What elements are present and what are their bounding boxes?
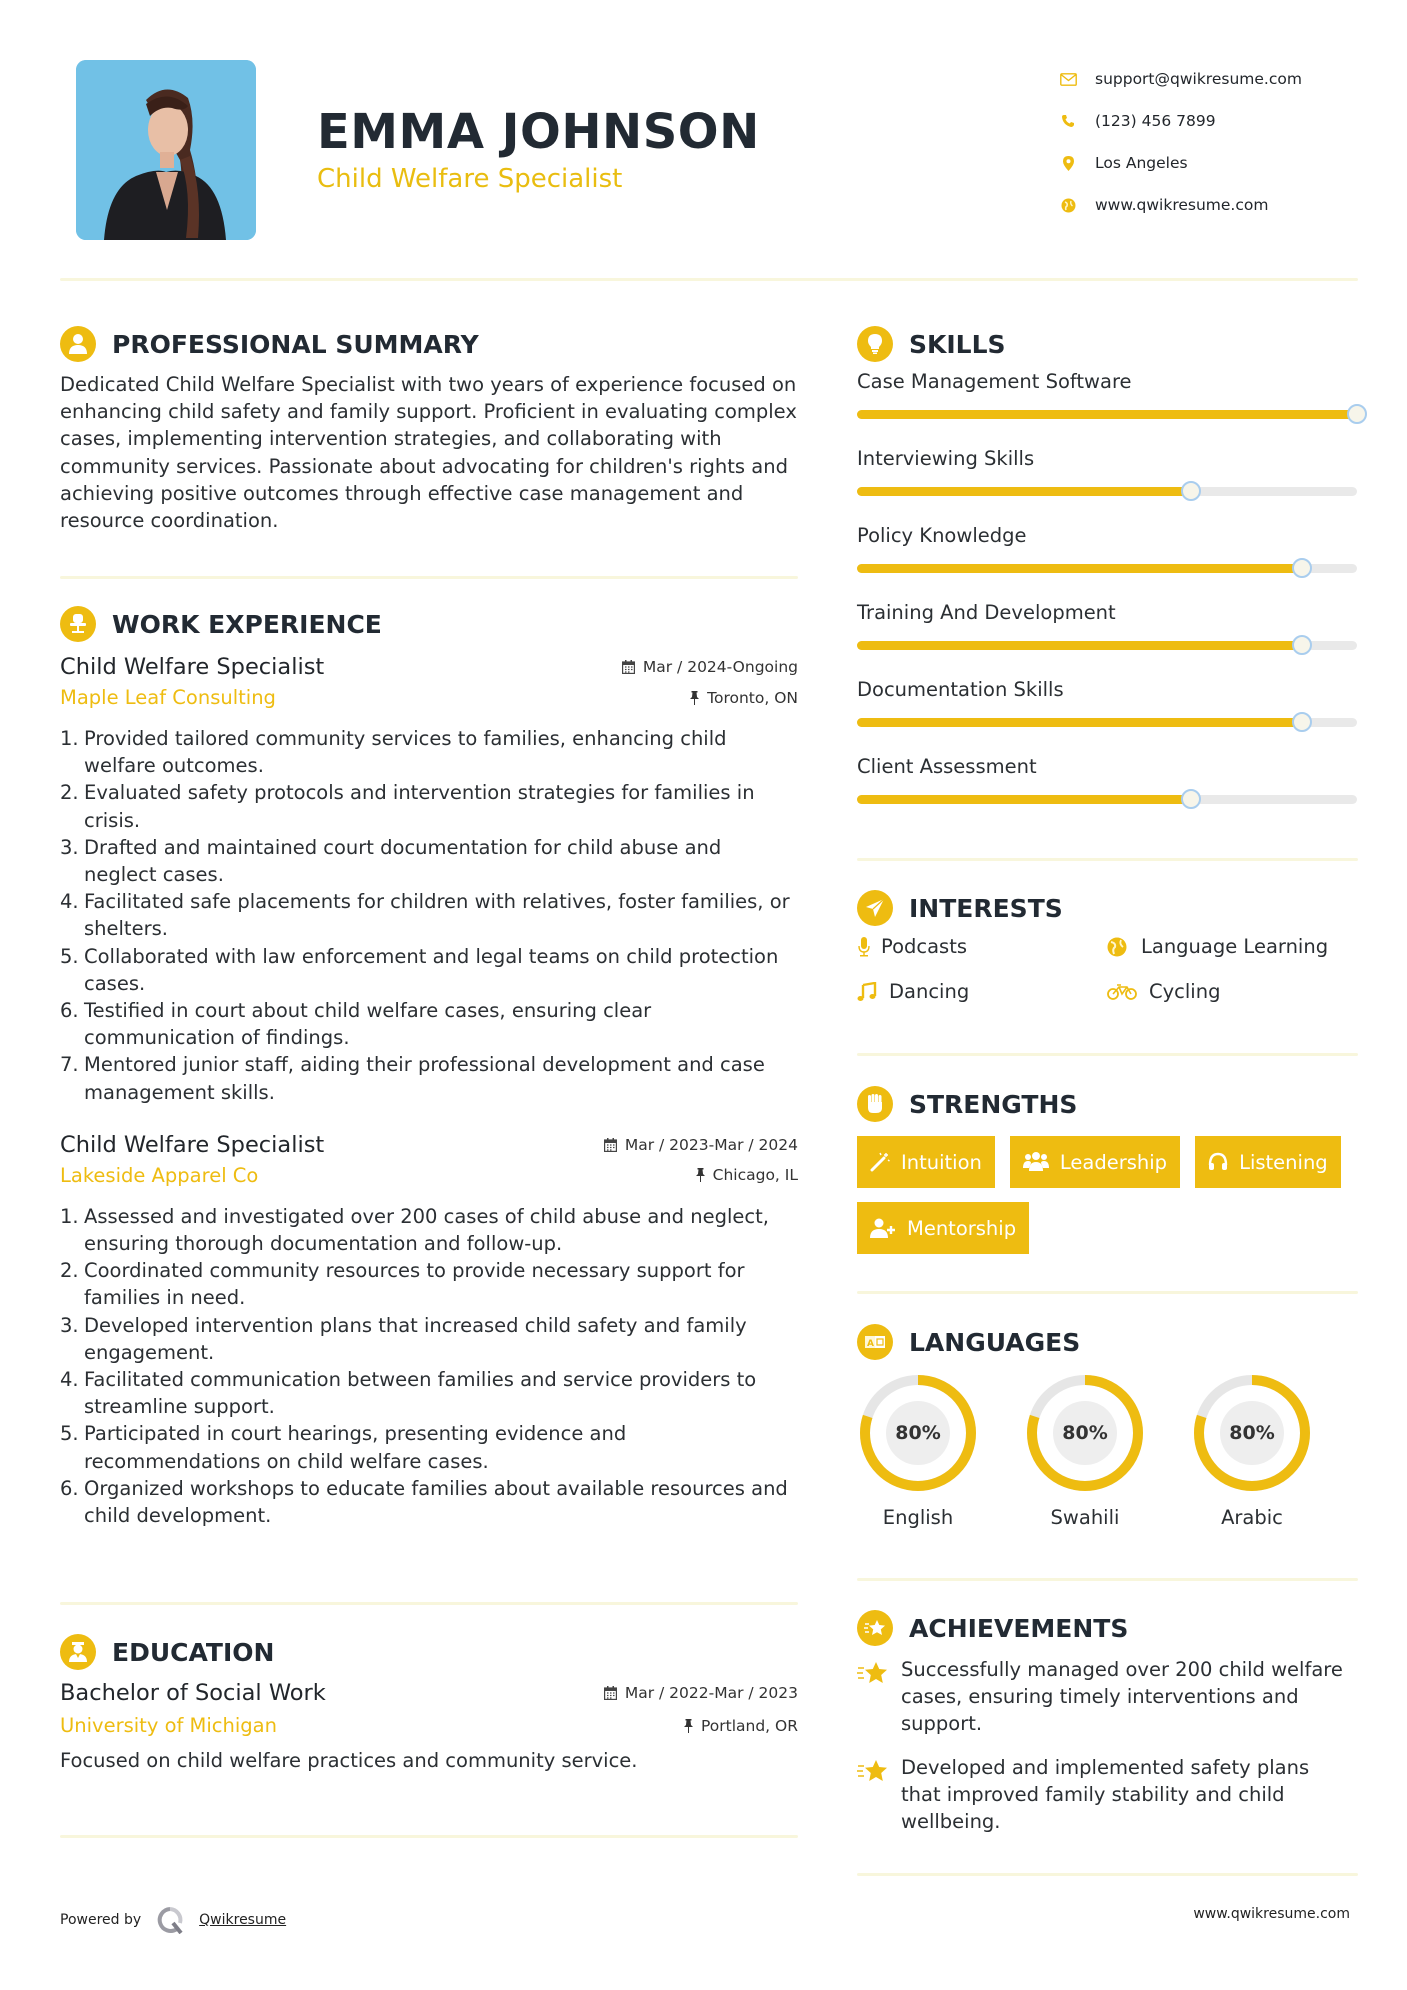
job-title: Child Welfare Specialist [60,654,325,680]
strengths-title: STRENGTHS [909,1089,1078,1119]
strength-tag [857,1136,995,1188]
skill-item [857,755,1367,832]
graduate-icon [60,1634,96,1670]
strengths-list [857,1136,1357,1268]
skills-heading [857,326,1367,362]
education-dates-text: Mar / 2022-Mar / 2023 [624,1684,798,1702]
star-icon [857,1656,891,1690]
education-subheader [60,1714,798,1737]
interest-item [1107,932,1357,961]
interest-label: Language Learning [1141,935,1329,958]
contact-website-text: www.qwikresume.com [1095,196,1269,214]
skill-track [857,564,1357,573]
skill-item [857,524,1367,601]
job-location [690,689,798,707]
contact-email[interactable] [1058,58,1358,100]
phone-icon [1058,112,1078,130]
skill-track [857,487,1357,496]
skill-name: Policy Knowledge [857,524,1027,547]
education-dates [604,1684,798,1702]
job-bullet: 3. Developed intervention plans that increased child safety and family engagement. [60,1313,747,1364]
language-name: Swahili [1050,1506,1120,1529]
strength-tag [1010,1136,1180,1188]
education-description: Focused on child welfare practices and community service. [60,1749,638,1772]
interest-item [857,977,1107,1006]
language-name: English [882,1506,954,1529]
summary-text: Dedicated Child Welfare Specialist with two years of experience focused on enhancing child safety and family support. Proficient in evaluating complex cases, implementing intervention strategies, and collaborating with community services. Passionate about advocating for children's rights and achieving positive outcomes through effective case management and resource coordination. [60,373,797,533]
lightbulb-icon [857,326,893,362]
language-donut [1024,1372,1146,1494]
experience-divider [60,1602,798,1605]
achievement-text: Developed and implemented safety plans that improved family stability and child wellbeing. [901,1755,1310,1834]
calendar-icon [622,660,635,674]
strength-label: Leadership [1059,1150,1168,1174]
interest-label: Podcasts [881,935,968,958]
skill-knob [1181,789,1201,809]
strength-tag [857,1202,1029,1254]
skill-item [857,601,1367,678]
skill-item [857,447,1367,524]
skill-fill [857,641,1302,650]
skill-fill [857,718,1302,727]
job-bullet: 2. Coordinated community resources to provide necessary support for families in need. [60,1259,745,1310]
job-entry [60,1132,798,1529]
translate-icon [857,1324,893,1360]
skills-section [857,326,1367,832]
footer-powered-by [60,1906,286,1934]
job-bullet: 5. Collaborated with law enforcement and legal teams on child protection cases. [60,944,779,995]
job-bullet: 4. Facilitated safe placements for children with relatives, foster families, or shelters. [60,890,790,941]
qwikresume-logo-icon [155,1906,185,1934]
interest-item [857,932,1107,961]
job-company: Lakeside Apparel Co [60,1163,259,1187]
magic-wand-icon [870,1152,890,1172]
skill-track [857,410,1357,419]
group-icon [1023,1151,1049,1173]
education-location-text: Portland, OR [700,1716,798,1735]
education-title: EDUCATION [112,1637,275,1667]
languages-heading [857,1324,1358,1360]
interest-item [1107,977,1357,1006]
skill-fill [857,795,1191,804]
job-bullet: 6. Testified in court about child welfare cases, ensuring clear communication of findings. [60,999,652,1050]
footer-website[interactable]: www.qwikresume.com [1193,1906,1350,1922]
globe-icon [1107,937,1127,957]
language-donut [857,1372,979,1494]
job-header [60,1132,798,1158]
strength-label: Intuition [901,1150,982,1174]
skill-knob [1292,635,1312,655]
profile-photo-image [76,60,256,240]
strengths-section [857,1086,1358,1268]
interest-label: Cycling [1149,980,1221,1003]
achievement-item [857,1656,1358,1738]
job-bullet: 4. Facilitated communication between families and service providers to streamline support. [60,1368,757,1419]
language-item [1191,1372,1358,1529]
summary-divider [60,576,798,579]
strength-label: Mentorship [907,1216,1017,1240]
skill-name: Client Assessment [857,755,1037,778]
language-donut [1191,1372,1313,1494]
summary-heading [60,326,800,362]
education-location [684,1717,798,1735]
svg-text:A: A [867,1339,874,1349]
experience-title: WORK EXPERIENCE [112,609,382,639]
skill-fill [857,564,1302,573]
achievements-heading [857,1610,1358,1646]
language-percent: 80% [1229,1422,1275,1444]
microphone-icon [857,937,871,957]
experience-section [60,606,798,1529]
contact-list [1058,58,1358,226]
interests-title: INTERESTS [909,893,1063,923]
globe-icon [1058,196,1078,214]
fist-icon [857,1086,893,1122]
pushpin-icon [690,691,699,705]
language-percent: 80% [895,1422,941,1444]
job-bullet: 1. Assessed and investigated over 200 cases of child abuse and neglect, ensuring thorough documentation and follow-up. [60,1204,769,1256]
achievements-list [857,1656,1358,1835]
bicycle-icon [1107,984,1137,1000]
skill-knob [1292,712,1312,732]
languages-title: LANGUAGES [909,1327,1081,1357]
contact-phone[interactable] [1058,100,1358,142]
calendar-icon [604,1686,617,1700]
headphones-icon [1208,1152,1228,1172]
skill-item [857,370,1367,447]
music-note-icon [857,982,877,1002]
language-name: Arabic [1221,1506,1283,1529]
job-header [60,654,798,680]
interest-label: Dancing [889,980,970,1003]
skill-name: Interviewing Skills [857,447,1035,470]
strengths-divider [857,1291,1358,1294]
contact-email-text: support@qwikresume.com [1095,70,1302,88]
achievement-text: Successfully managed over 200 child welfare cases, ensuring timely interventions and support. [901,1658,1343,1736]
summary-section [60,326,800,534]
pushpin-icon [696,1168,705,1182]
job-location [696,1166,798,1184]
achievement-item [857,1754,1358,1836]
job-subheader [60,686,798,709]
skills-divider [857,858,1358,861]
powered-by-label: Powered by [60,1912,142,1928]
skill-name: Training And Development [857,601,1116,624]
interests-list [857,932,1358,1006]
job-bullets [60,725,798,1106]
contact-location [1058,142,1358,184]
skill-item [857,678,1367,755]
education-heading [60,1634,798,1670]
skill-fill [857,487,1191,496]
job-company: Maple Leaf Consulting [60,686,276,709]
job-bullet: 7. Mentored junior staff, aiding their professional development and case management skills. [60,1053,765,1104]
map-marker-icon [1058,154,1078,172]
skill-knob [1347,404,1367,424]
job-bullet: 2. Evaluated safety protocols and intervention strategies for families in crisis. [60,781,755,832]
education-degree: Bachelor of Social Work [60,1680,326,1706]
contact-location-text: Los Angeles [1095,154,1188,172]
job-bullet: 6. Organized workshops to educate families about available resources and child development. [60,1476,788,1528]
job-bullets [60,1203,798,1529]
job-bullet: 3. Drafted and maintained court documentation for child abuse and neglect cases. [60,835,722,887]
languages-divider [857,1578,1358,1581]
interests-heading [857,890,1358,926]
achievements-section [857,1610,1358,1851]
skills-title: SKILLS [909,329,1006,359]
strength-label: Listening [1239,1150,1328,1174]
summary-title: PROFESSIONAL SUMMARY [112,329,479,359]
experience-heading [60,606,798,642]
skill-fill [857,410,1357,419]
contact-website[interactable] [1058,184,1358,226]
job-dates [604,1136,798,1154]
strengths-heading [857,1086,1358,1122]
skill-track [857,641,1357,650]
skill-knob [1292,558,1312,578]
job-location-text: Toronto, ON [707,688,798,707]
skill-name: Case Management Software [857,370,1132,393]
pushpin-icon [684,1719,693,1733]
language-item [857,1372,1024,1529]
job-dates-text: Mar / 2023-Mar / 2024 [624,1135,798,1154]
job-bullet: 5. Participated in court hearings, presenting evidence and recommendations on child welfare cases. [60,1422,627,1473]
job-dates-text: Mar / 2024-Ongoing [642,658,798,676]
education-school: University of Michigan [60,1714,277,1737]
skill-knob [1181,481,1201,501]
language-item [1024,1372,1191,1529]
languages-section [857,1324,1358,1529]
job-title: Child Welfare Specialist [60,1131,325,1158]
education-header [60,1680,798,1706]
office-chair-icon [60,606,96,642]
interests-section [857,890,1358,1006]
candidate-name: EMMA JOHNSON [317,104,760,160]
job-subheader [60,1164,798,1187]
skill-track [857,795,1357,804]
header-divider [60,278,1358,281]
skill-track [857,718,1357,727]
star-badge-icon [857,1610,893,1646]
job-bullet: 1. Provided tailored community services to families, enhancing child welfare outcomes. [60,727,727,778]
strength-tag [1195,1136,1341,1188]
star-icon [857,1754,891,1788]
job-dates [622,658,798,676]
achievements-divider [857,1873,1358,1876]
contact-phone-text: (123) 456 7899 [1095,112,1216,130]
job-location-text: Chicago, IL [712,1166,798,1185]
education-divider [60,1835,798,1838]
job-entry [60,654,798,1106]
language-percent: 80% [1062,1422,1108,1444]
education-section [60,1634,798,1774]
achievements-title: ACHIEVEMENTS [909,1613,1129,1643]
user-plus-icon [870,1218,896,1238]
interests-divider [857,1053,1358,1056]
skills-list [857,370,1367,832]
qwikresume-link[interactable]: Qwikresume [199,1912,287,1928]
candidate-role: Child Welfare Specialist [317,164,623,194]
languages-list [857,1372,1358,1529]
profile-photo [76,60,256,240]
skill-name: Documentation Skills [857,678,1064,701]
calendar-icon [604,1138,617,1152]
envelope-icon [1058,70,1078,88]
paper-plane-icon [857,890,893,926]
user-icon [60,326,96,362]
